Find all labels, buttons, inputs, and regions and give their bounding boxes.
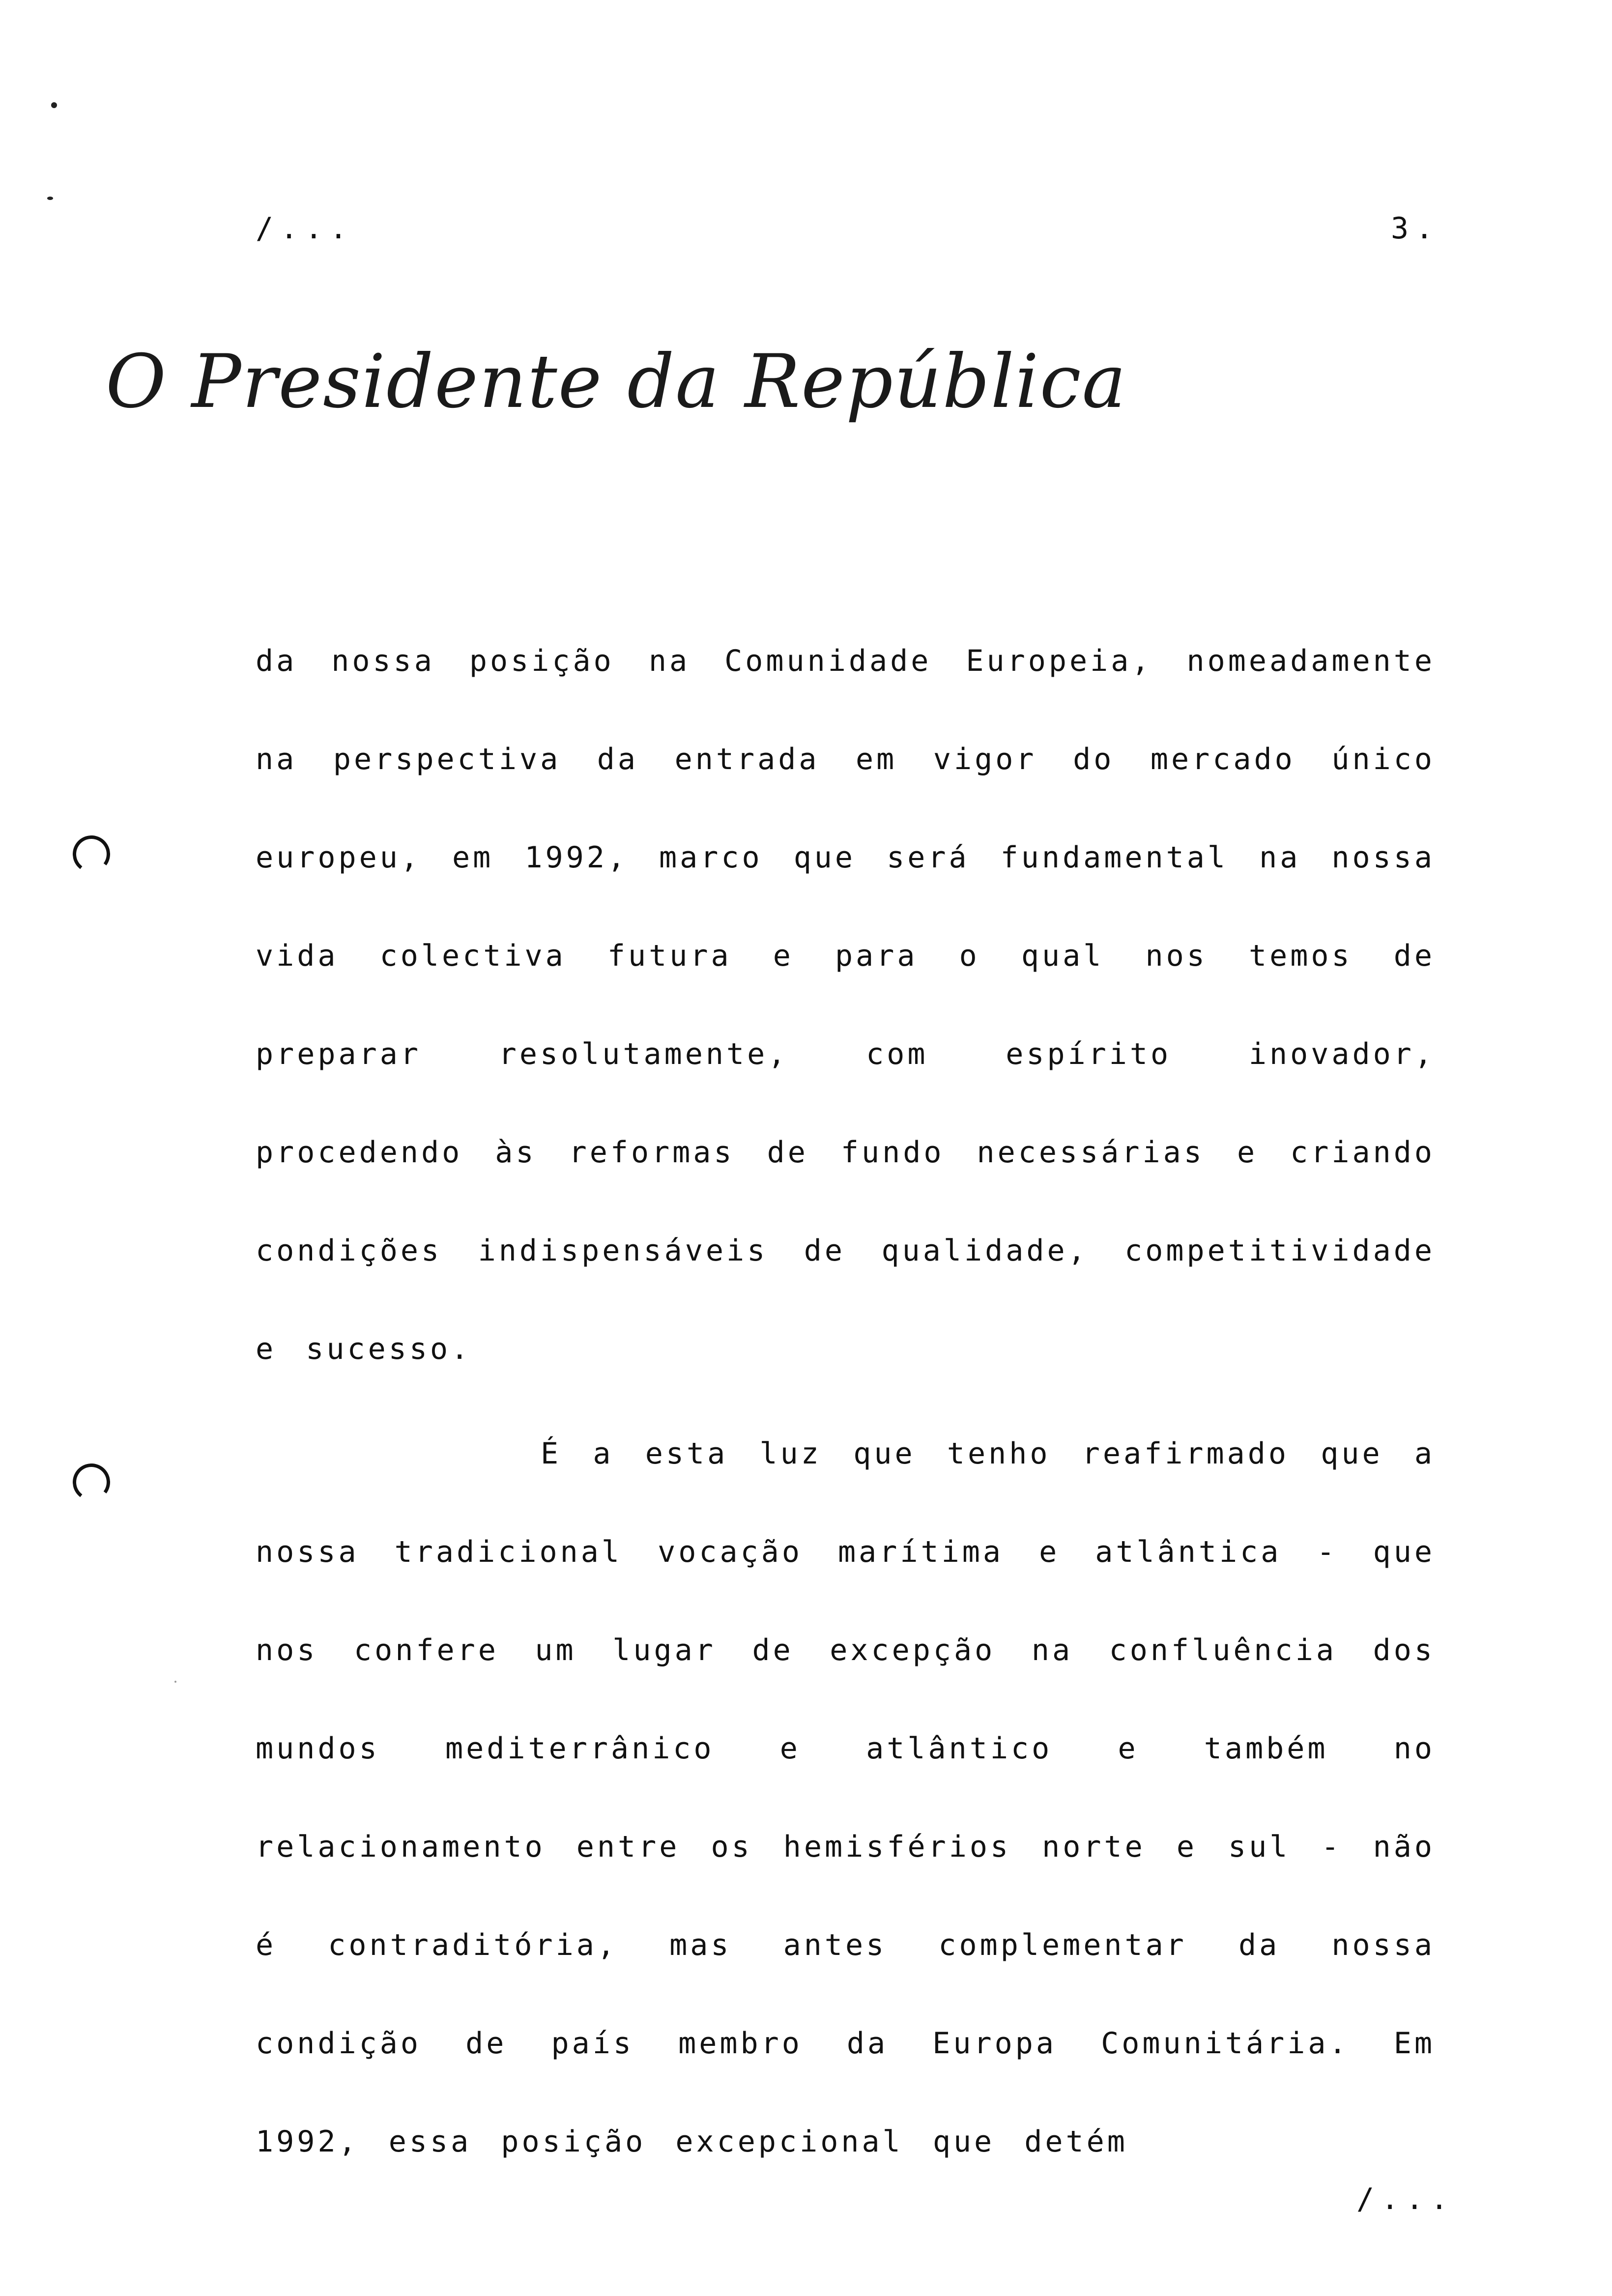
body-paragraph: É a esta luz que tenho reafirmado que a nossa tradicional vocação marítima e atlântica - que nos confere um lugar de excepção na confluência dos mundos mediterrânico e atlântico e também no relacionamento entre os hemisférios norte e sul - não é contraditória, mas antes complementar da nossa condição de país membro da Europa Comunitária. Em 1992, essa posição excepcional que detém	[256, 1436, 1435, 2159]
continuation-mark-bottom: /...	[1356, 2182, 1455, 2216]
punch-hole-mark	[70, 833, 113, 875]
scan-speck	[47, 197, 53, 200]
page-number: 3.	[1391, 211, 1440, 246]
continuation-mark-top: /...	[256, 211, 354, 246]
body-paragraph: da nossa posição na Comunidade Europeia, nomeadamente na perspectiva da entrada em vigor do mercado único europeu, em 1992, marco que será fundamental na nossa vida colectiva futura e para o qual nos temos de preparar resolutamente, com espírito inovador, procedendo às reformas de fundo necessárias e criando condições indispensáveis de qualidade, competitividade e sucesso.	[256, 644, 1435, 1366]
letterhead: O Presidente da República	[106, 339, 1127, 425]
punch-hole-mark	[70, 1461, 113, 1503]
scan-speck	[51, 102, 57, 108]
scan-speck	[174, 1681, 176, 1683]
